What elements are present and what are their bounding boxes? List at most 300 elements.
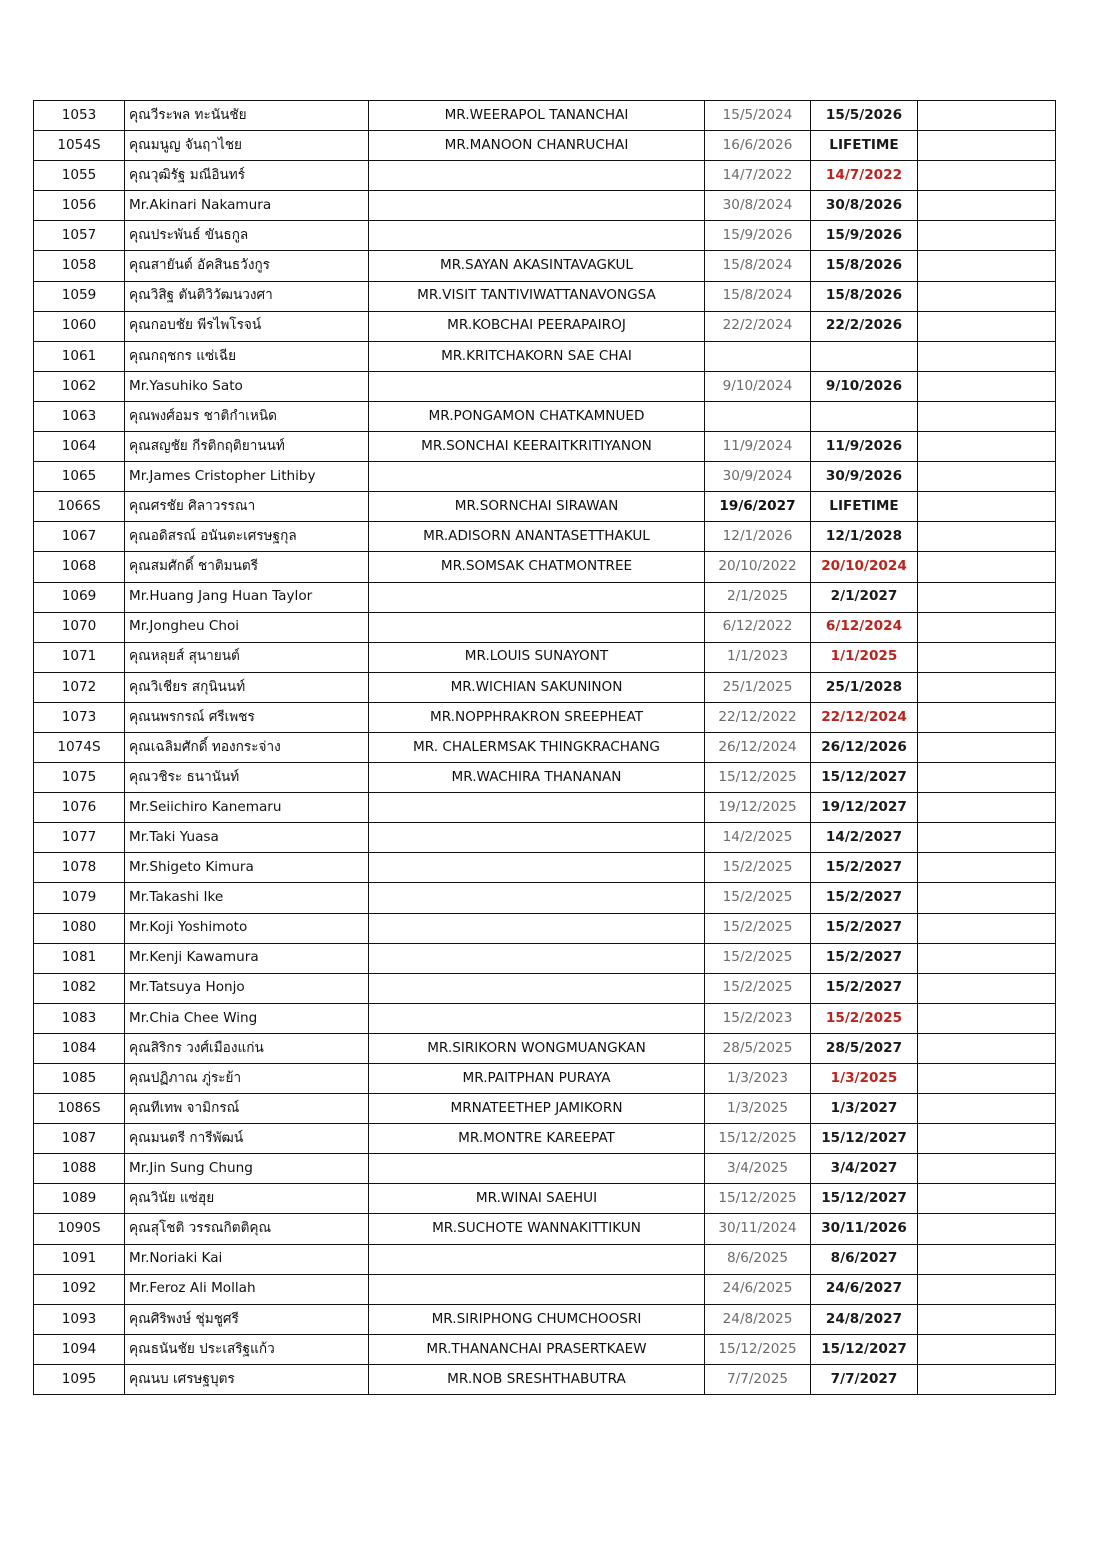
member-name-en: MR.WICHIAN SAKUNINON	[369, 672, 705, 702]
member-name-th: คุณศิริพงษ์ ชุ่มชูศรี	[125, 1304, 369, 1334]
table-row	[34, 131, 1056, 161]
member-name-th: คุณสิริกร วงศ์เมืองแก่น	[125, 1033, 369, 1063]
note-cell	[918, 582, 1056, 612]
start-date: 15/8/2024	[705, 281, 811, 311]
start-date: 12/1/2026	[705, 522, 811, 552]
member-name-en	[369, 1274, 705, 1304]
member-name-en: MR.VISIT TANTIVIWATTANAVONGSA	[369, 281, 705, 311]
member-name-th: คุณมนตรี การีพัฒน์	[125, 1124, 369, 1154]
expiry-date: 14/2/2027	[811, 823, 918, 853]
start-date: 15/2/2025	[705, 853, 811, 883]
member-number: 1077	[34, 823, 125, 853]
member-name-th: คุณมนูญ จันฤาไชย	[125, 131, 369, 161]
expiry-date: LIFETIME	[811, 492, 918, 522]
member-name-en	[369, 221, 705, 251]
note-cell	[918, 763, 1056, 793]
expiry-date	[811, 341, 918, 371]
table-row	[34, 191, 1056, 221]
note-cell	[918, 341, 1056, 371]
expiry-date: 30/9/2026	[811, 462, 918, 492]
expiry-date: 15/8/2026	[811, 251, 918, 281]
table-row	[34, 221, 1056, 251]
note-cell	[918, 492, 1056, 522]
start-date: 15/12/2025	[705, 1184, 811, 1214]
member-table	[33, 100, 1056, 1395]
member-name-en: MR.MONTRE KAREEPAT	[369, 1124, 705, 1154]
table-row	[34, 251, 1056, 281]
expiry-date: 24/8/2027	[811, 1304, 918, 1334]
member-name-en: MR. CHALERMSAK THINGKRACHANG	[369, 732, 705, 762]
member-number: 1067	[34, 522, 125, 552]
table-row	[34, 1274, 1056, 1304]
member-table-body	[34, 101, 1056, 1395]
member-name-th: คุณวุฒิรัฐ มณีอินทร์	[125, 161, 369, 191]
member-number: 1085	[34, 1064, 125, 1094]
member-name-en	[369, 1244, 705, 1274]
expiry-date: 1/3/2025	[811, 1064, 918, 1094]
start-date: 19/6/2027	[705, 492, 811, 522]
member-number: 1058	[34, 251, 125, 281]
expiry-date: 7/7/2027	[811, 1364, 918, 1394]
expiry-date: 15/2/2027	[811, 973, 918, 1003]
member-number: 1071	[34, 642, 125, 672]
member-name-th: คุณทีเทพ จามิกรณ์	[125, 1094, 369, 1124]
note-cell	[918, 1274, 1056, 1304]
member-name-en	[369, 853, 705, 883]
start-date: 15/5/2024	[705, 101, 811, 131]
member-number: 1064	[34, 432, 125, 462]
start-date: 22/2/2024	[705, 311, 811, 341]
member-name-th: Mr.Noriaki Kai	[125, 1244, 369, 1274]
start-date: 16/6/2026	[705, 131, 811, 161]
note-cell	[918, 161, 1056, 191]
table-row	[34, 702, 1056, 732]
note-cell	[918, 522, 1056, 552]
expiry-date: 15/2/2027	[811, 943, 918, 973]
table-row	[34, 1033, 1056, 1063]
member-name-th: Mr.Koji Yoshimoto	[125, 913, 369, 943]
expiry-date: 15/2/2025	[811, 1003, 918, 1033]
member-name-en: MR.KRITCHAKORN SAE CHAI	[369, 341, 705, 371]
note-cell	[918, 823, 1056, 853]
note-cell	[918, 1124, 1056, 1154]
note-cell	[918, 642, 1056, 672]
expiry-date: 9/10/2026	[811, 371, 918, 401]
expiry-date: 15/5/2026	[811, 101, 918, 131]
note-cell	[918, 612, 1056, 642]
note-cell	[918, 371, 1056, 401]
member-name-th: Mr.Yasuhiko Sato	[125, 371, 369, 401]
member-number: 1078	[34, 853, 125, 883]
start-date: 24/6/2025	[705, 1274, 811, 1304]
note-cell	[918, 793, 1056, 823]
member-name-th: คุณประพันธ์ ขันธกูล	[125, 221, 369, 251]
note-cell	[918, 221, 1056, 251]
member-name-th: คุณกอบชัย พีรไพโรจน์	[125, 311, 369, 341]
member-name-en: MR.SONCHAI KEERAITKRITIYANON	[369, 432, 705, 462]
expiry-date: 15/2/2027	[811, 913, 918, 943]
table-row	[34, 101, 1056, 131]
member-name-th: Mr.Shigeto Kimura	[125, 853, 369, 883]
expiry-date: LIFETIME	[811, 131, 918, 161]
member-number: 1075	[34, 763, 125, 793]
member-name-th: Mr.Seiichiro Kanemaru	[125, 793, 369, 823]
member-name-th: Mr.Feroz Ali Mollah	[125, 1274, 369, 1304]
member-name-en: MR.ADISORN ANANTASETTHAKUL	[369, 522, 705, 552]
note-cell	[918, 1033, 1056, 1063]
member-name-en: MR.NOPPHRAKRON SREEPHEAT	[369, 702, 705, 732]
table-row	[34, 552, 1056, 582]
member-name-en	[369, 883, 705, 913]
start-date: 2/1/2025	[705, 582, 811, 612]
expiry-date: 24/6/2027	[811, 1274, 918, 1304]
member-number: 1081	[34, 943, 125, 973]
member-number: 1054S	[34, 131, 125, 161]
start-date: 14/2/2025	[705, 823, 811, 853]
member-name-en: MR.LOUIS SUNAYONT	[369, 642, 705, 672]
expiry-date: 15/12/2027	[811, 763, 918, 793]
table-row	[34, 161, 1056, 191]
member-name-th: Mr.Tatsuya Honjo	[125, 973, 369, 1003]
member-name-en: MR.PAITPHAN PURAYA	[369, 1064, 705, 1094]
member-name-th: คุณอดิสรณ์ อนันตะเศรษฐกุล	[125, 522, 369, 552]
start-date	[705, 341, 811, 371]
start-date: 25/1/2025	[705, 672, 811, 702]
expiry-date: 15/2/2027	[811, 853, 918, 883]
table-row	[34, 582, 1056, 612]
expiry-date: 15/8/2026	[811, 281, 918, 311]
start-date: 24/8/2025	[705, 1304, 811, 1334]
note-cell	[918, 1214, 1056, 1244]
member-number: 1090S	[34, 1214, 125, 1244]
note-cell	[918, 131, 1056, 161]
table-row	[34, 943, 1056, 973]
expiry-date: 1/1/2025	[811, 642, 918, 672]
member-number: 1079	[34, 883, 125, 913]
start-date: 15/2/2023	[705, 1003, 811, 1033]
expiry-date: 15/12/2027	[811, 1184, 918, 1214]
member-name-en	[369, 191, 705, 221]
expiry-date: 25/1/2028	[811, 672, 918, 702]
table-row	[34, 522, 1056, 552]
member-name-en: MR.SUCHOTE WANNAKITTIKUN	[369, 1214, 705, 1244]
expiry-date: 30/11/2026	[811, 1214, 918, 1244]
note-cell	[918, 1003, 1056, 1033]
table-row	[34, 1064, 1056, 1094]
start-date: 1/3/2025	[705, 1094, 811, 1124]
note-cell	[918, 973, 1056, 1003]
expiry-date: 22/12/2024	[811, 702, 918, 732]
member-number: 1059	[34, 281, 125, 311]
member-name-en	[369, 943, 705, 973]
table-row	[34, 1184, 1056, 1214]
start-date: 14/7/2022	[705, 161, 811, 191]
member-name-en: MR.SOMSAK CHATMONTREE	[369, 552, 705, 582]
member-name-th: Mr.Jin Sung Chung	[125, 1154, 369, 1184]
member-name-en	[369, 913, 705, 943]
start-date	[705, 401, 811, 431]
note-cell	[918, 552, 1056, 582]
note-cell	[918, 1364, 1056, 1394]
member-name-th: คุณศรชัย ศิลาวรรณา	[125, 492, 369, 522]
note-cell	[918, 311, 1056, 341]
note-cell	[918, 1154, 1056, 1184]
member-name-th: คุณปฏิภาณ ภู่ระย้า	[125, 1064, 369, 1094]
start-date: 11/9/2024	[705, 432, 811, 462]
member-name-th: Mr.Chia Chee Wing	[125, 1003, 369, 1033]
member-number: 1091	[34, 1244, 125, 1274]
member-number: 1084	[34, 1033, 125, 1063]
table-row	[34, 612, 1056, 642]
start-date: 15/2/2025	[705, 943, 811, 973]
start-date: 1/1/2023	[705, 642, 811, 672]
member-name-en	[369, 823, 705, 853]
member-number: 1070	[34, 612, 125, 642]
member-name-th: คุณนบ เศรษฐบุตร	[125, 1364, 369, 1394]
table-row	[34, 1154, 1056, 1184]
member-name-en: MR.SORNCHAI SIRAWAN	[369, 492, 705, 522]
expiry-date: 22/2/2026	[811, 311, 918, 341]
member-name-th: คุณนพรกรณ์ ศรีเพชร	[125, 702, 369, 732]
member-name-th: คุณวิสิฐ ตันติวิวัฒนวงศา	[125, 281, 369, 311]
start-date: 19/12/2025	[705, 793, 811, 823]
expiry-date: 12/1/2028	[811, 522, 918, 552]
member-name-th: Mr.Kenji Kawamura	[125, 943, 369, 973]
note-cell	[918, 401, 1056, 431]
expiry-date: 6/12/2024	[811, 612, 918, 642]
start-date: 15/2/2025	[705, 973, 811, 1003]
member-number: 1092	[34, 1274, 125, 1304]
note-cell	[918, 1094, 1056, 1124]
member-name-th: คุณวิเชียร สกุนินนท์	[125, 672, 369, 702]
table-row	[34, 1003, 1056, 1033]
member-name-en: MR.SAYAN AKASINTAVAGKUL	[369, 251, 705, 281]
note-cell	[918, 462, 1056, 492]
member-number: 1056	[34, 191, 125, 221]
member-number: 1094	[34, 1334, 125, 1364]
member-name-en: MR.SIRIPHONG CHUMCHOOSRI	[369, 1304, 705, 1334]
member-name-th: คุณสายันต์ อัคสินธวังกูร	[125, 251, 369, 281]
member-name-en	[369, 462, 705, 492]
member-name-en: MR.NOB SRESHTHABUTRA	[369, 1364, 705, 1394]
member-name-th: คุณพงศ์อมร ชาติกำเหนิด	[125, 401, 369, 431]
note-cell	[918, 1064, 1056, 1094]
member-name-en: MR.WEERAPOL TANANCHAI	[369, 101, 705, 131]
member-name-en: MR.PONGAMON CHATKAMNUED	[369, 401, 705, 431]
member-name-th: Mr.Huang Jang Huan Taylor	[125, 582, 369, 612]
expiry-date: 3/4/2027	[811, 1154, 918, 1184]
member-number: 1076	[34, 793, 125, 823]
note-cell	[918, 101, 1056, 131]
note-cell	[918, 702, 1056, 732]
start-date: 20/10/2022	[705, 552, 811, 582]
note-cell	[918, 281, 1056, 311]
expiry-date: 15/2/2027	[811, 883, 918, 913]
table-row	[34, 672, 1056, 702]
member-name-en: MR.THANANCHAI PRASERTKAEW	[369, 1334, 705, 1364]
start-date: 30/9/2024	[705, 462, 811, 492]
member-name-th: คุณเฉลิมศักดิ์ ทองกระจ่าง	[125, 732, 369, 762]
member-number: 1057	[34, 221, 125, 251]
start-date: 30/11/2024	[705, 1214, 811, 1244]
member-number: 1063	[34, 401, 125, 431]
note-cell	[918, 732, 1056, 762]
member-number: 1080	[34, 913, 125, 943]
table-row	[34, 311, 1056, 341]
member-name-th: Mr.Taki Yuasa	[125, 823, 369, 853]
table-row	[34, 1094, 1056, 1124]
start-date: 15/2/2025	[705, 883, 811, 913]
table-row	[34, 1214, 1056, 1244]
start-date: 3/4/2025	[705, 1154, 811, 1184]
member-name-en: MR.MANOON CHANRUCHAI	[369, 131, 705, 161]
member-number: 1087	[34, 1124, 125, 1154]
member-name-th: Mr.Jongheu Choi	[125, 612, 369, 642]
member-name-th: คุณวินัย แซ่ฮุย	[125, 1184, 369, 1214]
member-name-th: Mr.Akinari Nakamura	[125, 191, 369, 221]
member-name-en	[369, 1003, 705, 1033]
expiry-date: 11/9/2026	[811, 432, 918, 462]
table-row	[34, 973, 1056, 1003]
member-number: 1066S	[34, 492, 125, 522]
table-row	[34, 371, 1056, 401]
table-row	[34, 913, 1056, 943]
member-name-th: คุณวชิระ ธนานันท์	[125, 763, 369, 793]
member-name-en	[369, 1154, 705, 1184]
start-date: 7/7/2025	[705, 1364, 811, 1394]
note-cell	[918, 913, 1056, 943]
member-number: 1065	[34, 462, 125, 492]
table-row	[34, 883, 1056, 913]
member-name-en: MR.KOBCHAI PEERAPAIROJ	[369, 311, 705, 341]
expiry-date: 19/12/2027	[811, 793, 918, 823]
expiry-date: 14/7/2022	[811, 161, 918, 191]
table-row	[34, 853, 1056, 883]
note-cell	[918, 251, 1056, 281]
member-number: 1074S	[34, 732, 125, 762]
member-name-en: MRNATEETHEP JAMIKORN	[369, 1094, 705, 1124]
member-number: 1069	[34, 582, 125, 612]
table-row	[34, 1364, 1056, 1394]
member-name-th: Mr.Takashi Ike	[125, 883, 369, 913]
member-name-en	[369, 612, 705, 642]
table-row	[34, 793, 1056, 823]
member-name-th: คุณสมศักดิ์ ชาติมนตรี	[125, 552, 369, 582]
table-row	[34, 1334, 1056, 1364]
member-number: 1089	[34, 1184, 125, 1214]
member-number: 1062	[34, 371, 125, 401]
member-name-en: MR.WACHIRA THANANAN	[369, 763, 705, 793]
member-number: 1088	[34, 1154, 125, 1184]
note-cell	[918, 853, 1056, 883]
start-date: 15/12/2025	[705, 1334, 811, 1364]
member-name-en	[369, 582, 705, 612]
member-number: 1055	[34, 161, 125, 191]
member-number: 1060	[34, 311, 125, 341]
note-cell	[918, 191, 1056, 221]
note-cell	[918, 1184, 1056, 1214]
member-name-th: คุณธนันชัย ประเสริฐแก้ว	[125, 1334, 369, 1364]
member-number: 1061	[34, 341, 125, 371]
expiry-date: 28/5/2027	[811, 1033, 918, 1063]
start-date: 26/12/2024	[705, 732, 811, 762]
start-date: 8/6/2025	[705, 1244, 811, 1274]
expiry-date: 15/12/2027	[811, 1334, 918, 1364]
member-name-th: คุณวีระพล ทะนันชัย	[125, 101, 369, 131]
member-number: 1086S	[34, 1094, 125, 1124]
member-number: 1095	[34, 1364, 125, 1394]
expiry-date: 26/12/2026	[811, 732, 918, 762]
start-date: 15/12/2025	[705, 763, 811, 793]
table-row	[34, 401, 1056, 431]
member-name-en: MR.SIRIKORN WONGMUANGKAN	[369, 1033, 705, 1063]
start-date: 15/12/2025	[705, 1124, 811, 1154]
expiry-date: 1/3/2027	[811, 1094, 918, 1124]
table-row	[34, 1124, 1056, 1154]
expiry-date: 15/9/2026	[811, 221, 918, 251]
member-name-th: คุณสญชัย กีรติกฤติยานนท์	[125, 432, 369, 462]
note-cell	[918, 883, 1056, 913]
note-cell	[918, 1334, 1056, 1364]
expiry-date	[811, 401, 918, 431]
member-name-th: คุณกฤชกร แซ่เฉีย	[125, 341, 369, 371]
note-cell	[918, 1244, 1056, 1274]
table-row	[34, 1304, 1056, 1334]
note-cell	[918, 1304, 1056, 1334]
start-date: 9/10/2024	[705, 371, 811, 401]
expiry-date: 15/12/2027	[811, 1124, 918, 1154]
member-number: 1082	[34, 973, 125, 1003]
expiry-date: 8/6/2027	[811, 1244, 918, 1274]
member-name-th: Mr.James Cristopher Lithiby	[125, 462, 369, 492]
member-name-en: MR.WINAI SAEHUI	[369, 1184, 705, 1214]
member-number: 1053	[34, 101, 125, 131]
start-date: 6/12/2022	[705, 612, 811, 642]
table-row	[34, 341, 1056, 371]
table-row	[34, 281, 1056, 311]
start-date: 22/12/2022	[705, 702, 811, 732]
table-row	[34, 642, 1056, 672]
table-row	[34, 1244, 1056, 1274]
start-date: 15/9/2026	[705, 221, 811, 251]
note-cell	[918, 943, 1056, 973]
start-date: 28/5/2025	[705, 1033, 811, 1063]
note-cell	[918, 432, 1056, 462]
member-number: 1072	[34, 672, 125, 702]
member-name-en	[369, 973, 705, 1003]
member-name-en	[369, 793, 705, 823]
table-row	[34, 823, 1056, 853]
member-name-en	[369, 161, 705, 191]
table-row	[34, 432, 1056, 462]
start-date: 15/2/2025	[705, 913, 811, 943]
member-name-th: คุณหลุยส์ สุนายนต์	[125, 642, 369, 672]
member-number: 1068	[34, 552, 125, 582]
table-row	[34, 763, 1056, 793]
member-name-th: คุณสุโชติ วรรณกิตติคุณ	[125, 1214, 369, 1244]
table-row	[34, 492, 1056, 522]
table-row	[34, 462, 1056, 492]
expiry-date: 20/10/2024	[811, 552, 918, 582]
member-number: 1083	[34, 1003, 125, 1033]
expiry-date: 2/1/2027	[811, 582, 918, 612]
member-name-en	[369, 371, 705, 401]
start-date: 1/3/2023	[705, 1064, 811, 1094]
note-cell	[918, 672, 1056, 702]
member-number: 1093	[34, 1304, 125, 1334]
start-date: 15/8/2024	[705, 251, 811, 281]
member-number: 1073	[34, 702, 125, 732]
